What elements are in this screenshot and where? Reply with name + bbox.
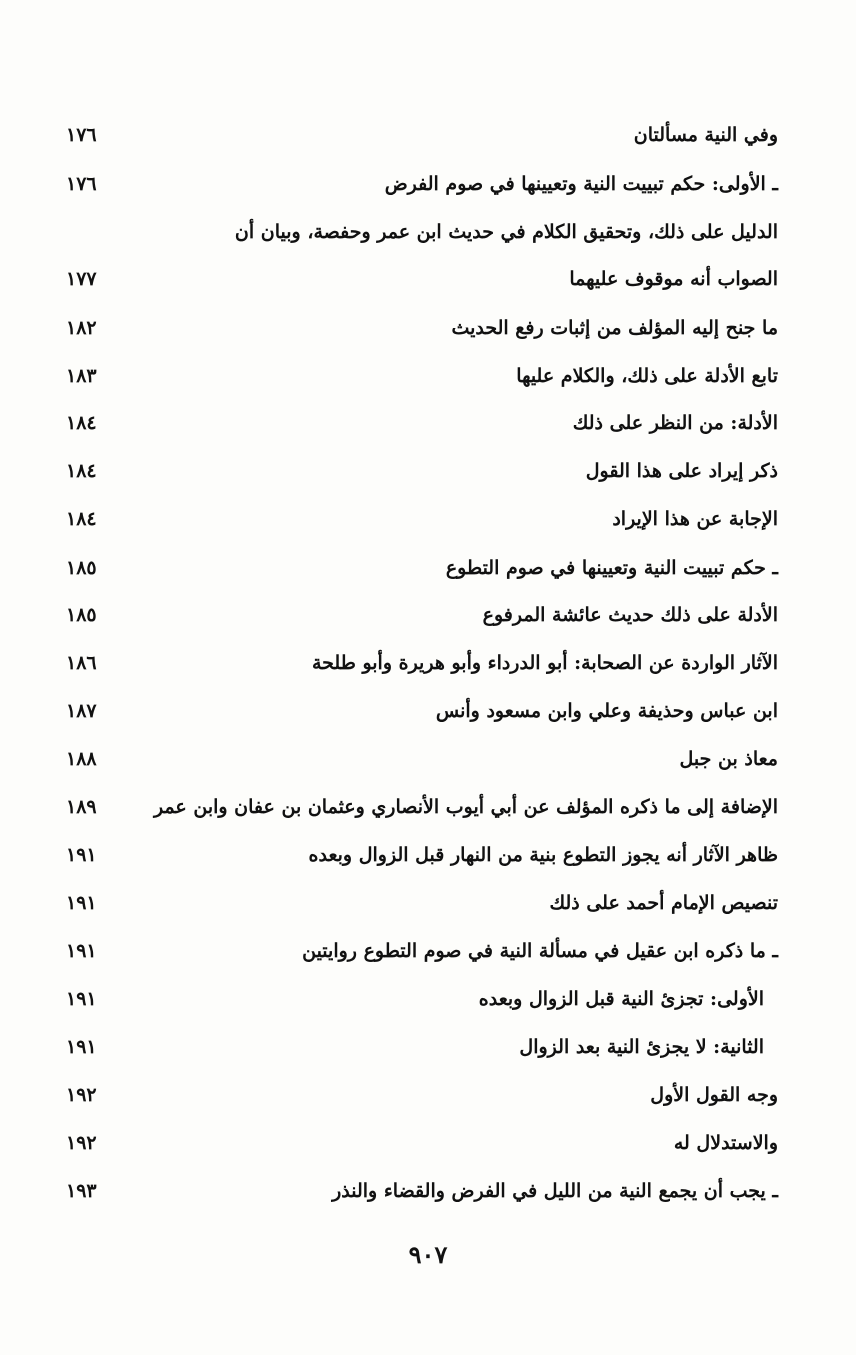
index-entry [0, 265, 856, 305]
entry-title: الإجابة عن هذا الإيراد [612, 508, 778, 530]
entry-title: الصواب أنه موقوف عليهما [569, 268, 778, 290]
index-entry [0, 745, 856, 785]
entry-title: ما جنح إليه المؤلف من إثبات رفع الحديث [451, 317, 778, 339]
index-entry [0, 314, 856, 354]
index-entry [0, 841, 856, 881]
index-entry [0, 409, 856, 449]
entry-title: ـ الأولى: حكم تبييت النية وتعيينها في صوم الفرض [384, 173, 778, 195]
index-entry [0, 505, 856, 545]
entry-title: ـ يجب أن يجمع النية من الليل في الفرض والقضاء والنذر [332, 1180, 778, 1202]
page-number: ٩٠٧ [408, 1240, 448, 1269]
entry-title: ذكر إيراد على هذا القول [585, 460, 778, 482]
entry-title: الثانية: لا يجزئ النية بعد الزوال [519, 1036, 764, 1058]
entry-page-number: ١٨٥ [66, 604, 97, 626]
entry-title: ـ ما ذكره ابن عقيل في مسألة النية في صوم التطوع روايتين [302, 940, 778, 962]
entry-title: الأدلة: من النظر على ذلك [572, 412, 778, 434]
index-entry [0, 1033, 856, 1073]
entry-page-number: ١٨٤ [66, 460, 97, 482]
entry-page-number: ١٩١ [66, 844, 97, 866]
entry-title: الإضافة إلى ما ذكره المؤلف عن أبي أيوب الأنصاري وعثمان بن عفان وابن عمر [153, 796, 778, 818]
entry-page-number: ١٨٣ [66, 365, 97, 387]
index-entry [0, 554, 856, 594]
entry-title: الأدلة على ذلك حديث عائشة المرفوع [482, 604, 778, 626]
entry-page-number: ١٨٧ [66, 700, 97, 722]
entry-page-number: ١٩١ [66, 1036, 97, 1058]
entry-page-number: ١٩٢ [66, 1132, 97, 1154]
entry-page-number: ١٩١ [66, 892, 97, 914]
entry-page-number: ١٩١ [66, 940, 97, 962]
entry-page-number: ١٨٤ [66, 412, 97, 434]
index-entry [0, 937, 856, 977]
entry-page-number: ١٧٦ [66, 173, 97, 195]
index-entry [0, 793, 856, 833]
index-entry [0, 649, 856, 689]
entry-page-number: ١٨٢ [66, 317, 97, 339]
entry-page-number: ١٨٤ [66, 508, 97, 530]
entry-page-number: ١٩٢ [66, 1084, 97, 1106]
entry-title: الأولى: تجزئ النية قبل الزوال وبعده [478, 988, 764, 1010]
entry-title: تابع الأدلة على ذلك، والكلام عليها [516, 365, 778, 387]
entry-title: ظاهر الآثار أنه يجوز التطوع بنية من النهار قبل الزوال وبعده [308, 844, 778, 866]
index-entry [0, 457, 856, 497]
entry-page-number: ١٩١ [66, 988, 97, 1010]
index-entry [0, 170, 856, 210]
index-entry [0, 1081, 856, 1121]
index-entry [0, 121, 856, 161]
index-entry [0, 218, 856, 258]
index-entry [0, 889, 856, 929]
entry-page-number: ١٨٥ [66, 557, 97, 579]
entry-page-number: ١٩٣ [66, 1180, 97, 1202]
entry-page-number: ١٨٩ [66, 796, 97, 818]
entry-title: وفي النية مسألتان [633, 124, 778, 146]
index-entry [0, 1129, 856, 1169]
index-entry [0, 601, 856, 641]
entry-page-number: ١٧٦ [66, 124, 97, 146]
entry-title: والاستدلال له [673, 1132, 778, 1154]
entry-title: الآثار الواردة عن الصحابة: أبو الدرداء وأبو هريرة وأبو طلحة [311, 652, 778, 674]
index-entry [0, 1177, 856, 1217]
entry-page-number: ١٨٨ [66, 748, 97, 770]
entry-page-number: ١٧٧ [66, 268, 97, 290]
entry-title: الدليل على ذلك، وتحقيق الكلام في حديث ابن عمر وحفصة، وبيان أن [234, 221, 778, 243]
index-entry [0, 697, 856, 737]
entry-title: معاذ بن جبل [679, 748, 778, 770]
entry-title: ـ حكم تبييت النية وتعيينها في صوم التطوع [445, 557, 778, 579]
entry-page-number: ١٨٦ [66, 652, 97, 674]
entry-title: وجه القول الأول [650, 1084, 778, 1106]
index-entry [0, 362, 856, 402]
entry-title: ابن عباس وحذيفة وعلي وابن مسعود وأنس [435, 700, 778, 722]
entry-title: تنصيص الإمام أحمد على ذلك [549, 892, 778, 914]
index-entry [0, 985, 856, 1025]
